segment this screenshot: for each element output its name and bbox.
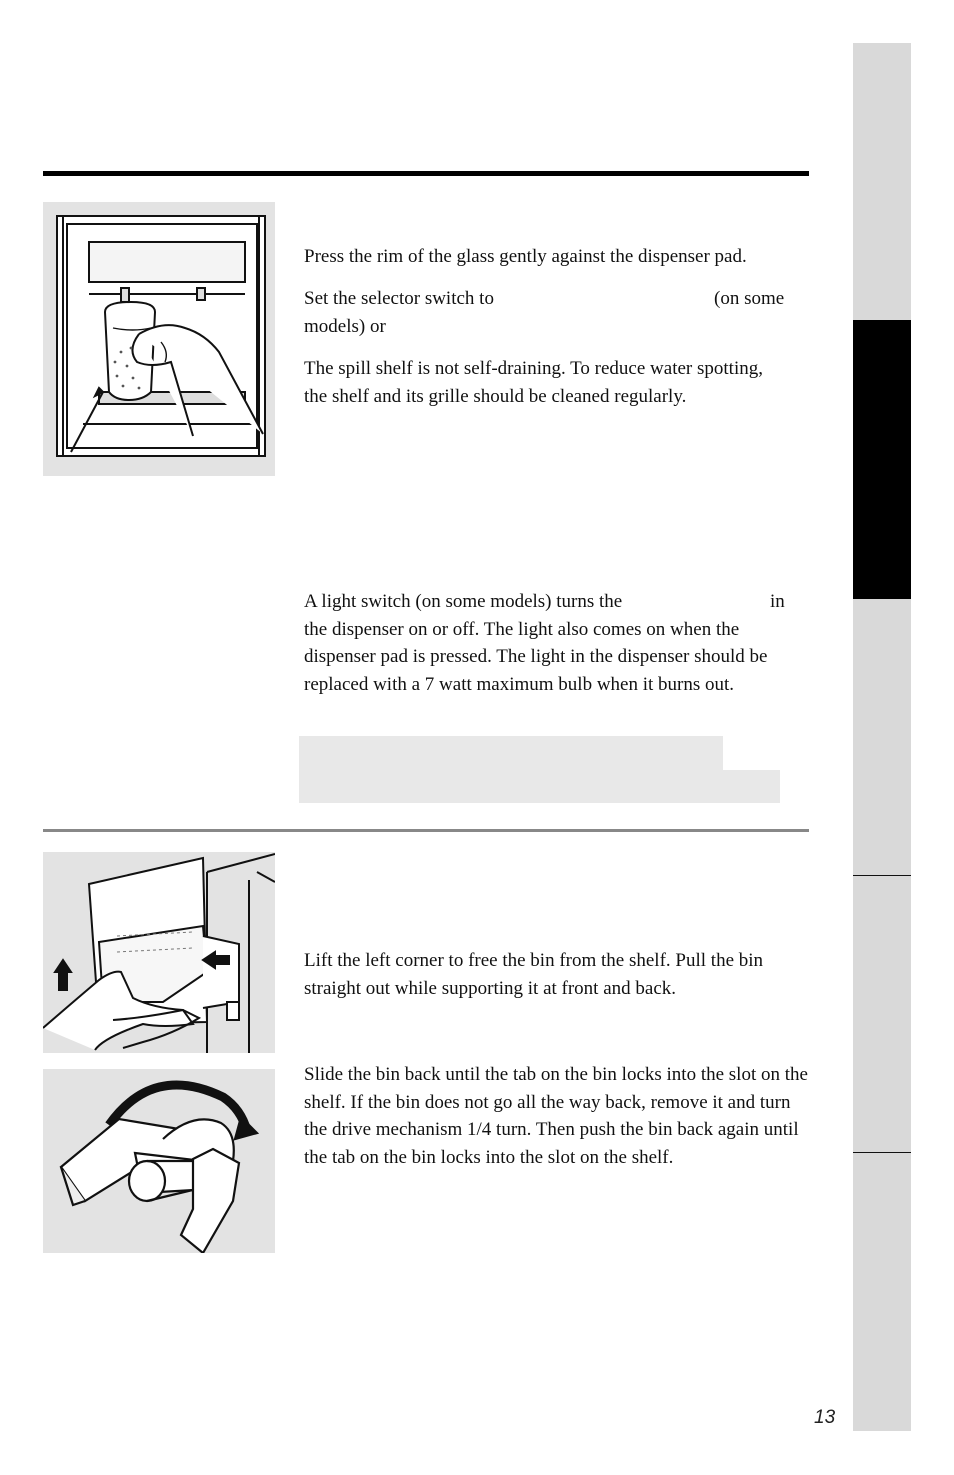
light-text-in: in (770, 591, 785, 612)
paragraph-replace-bin: Slide the bin back until the tab on the bin locks into the slot on the shelf. If the bin does not go all the way back, remove it and turn the drive mechanism 1/4 turn. Then push the bin back again until the tab on the bin locks into the slot on the shelf. (304, 1064, 808, 1168)
selector-text-start: Set the selector switch to (304, 288, 494, 309)
paragraph-selector (304, 285, 810, 340)
tab-divider (853, 875, 911, 876)
paragraph-remove-bin: Lift the left corner to free the bin from the shelf. Pull the bin straight out while supporting it at front and back. (304, 950, 764, 999)
section-tabs-sidebar (853, 43, 911, 1431)
dispenser-glass-illustration (43, 202, 275, 476)
paragraph-light (304, 588, 810, 698)
selector-text-end: models) or (304, 315, 386, 337)
paragraph-glass: Press the rim of the glass gently against the dispenser pad. (304, 246, 747, 267)
ice-bin-removal-illustration (43, 852, 275, 1053)
light-text-start: A light switch (on some models) turns the (304, 591, 623, 612)
note-box-extension (299, 770, 780, 803)
section-rule (43, 829, 809, 832)
tab-divider (853, 1152, 911, 1153)
drive-mechanism-icon (43, 1069, 275, 1253)
selector-text-mid: (on some (714, 288, 785, 309)
dispenser-glass-icon (43, 202, 275, 476)
light-text-rest: the dispenser on or off. The light also comes on when the dispenser pad is pressed. The light in the dispenser should be replaced with a 7 watt maximum bulb when it burns out. (304, 618, 768, 695)
drive-mechanism-illustration (43, 1069, 275, 1253)
ice-bin-icon (43, 852, 275, 1053)
page-number: 13 (814, 1407, 836, 1428)
active-section-tab (853, 320, 911, 599)
top-rule (43, 171, 809, 176)
paragraph-spill-shelf: The spill shelf is not self-draining. To reduce water spotting, the shelf and its grille should be cleaned regularly. (304, 358, 763, 407)
